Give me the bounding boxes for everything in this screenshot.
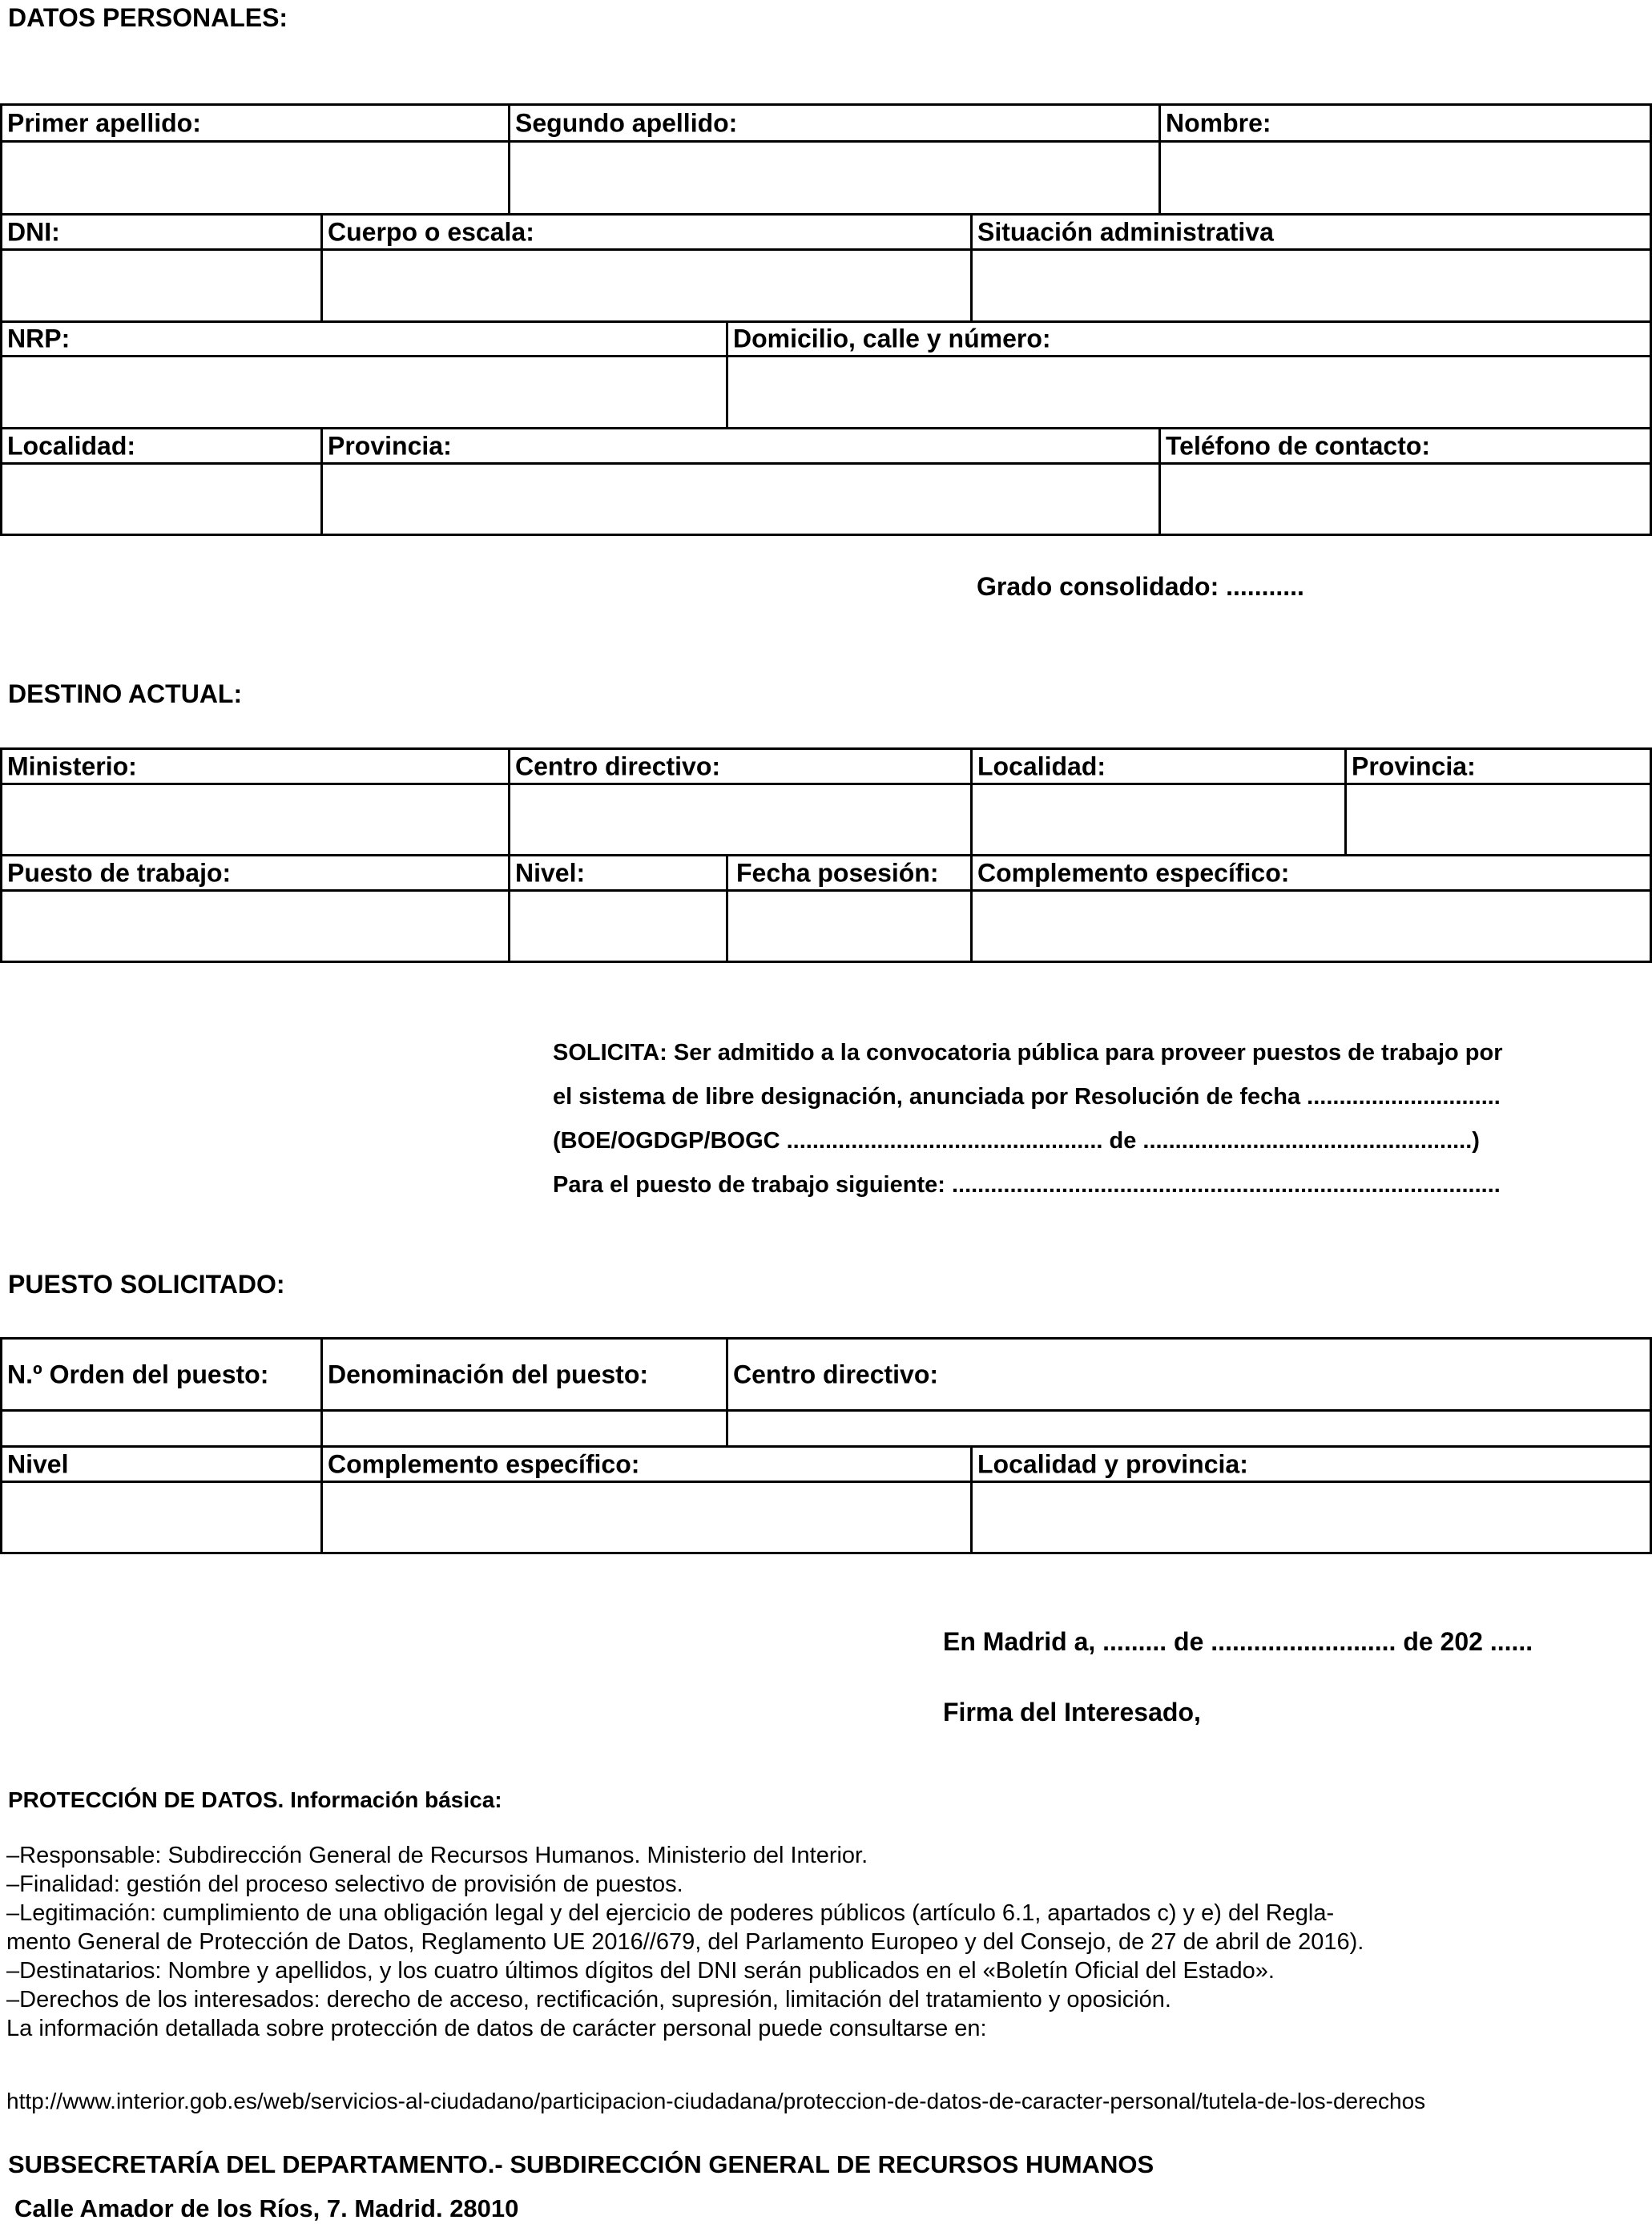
input-centro-directivo[interactable] xyxy=(726,1409,1652,1448)
input-nrp[interactable] xyxy=(0,355,728,429)
section-title-personal: DATOS PERSONALES: xyxy=(8,3,288,32)
label-text: Nombre: xyxy=(1166,108,1271,137)
proteccion-line: –Derechos de los interesados: derecho de acceso, rectificación, supresión, limitación del tratamiento y oposición. xyxy=(6,1987,1171,2012)
solicita-line: SOLICITA: Ser admitido a la convocatoria pública para proveer puestos de trabajo por xyxy=(553,1040,1503,1066)
label-situacion xyxy=(970,213,1652,251)
label-text: DNI: xyxy=(7,217,60,246)
label-dni xyxy=(0,213,323,251)
label-ministerio xyxy=(0,747,510,785)
input-cuerpo[interactable] xyxy=(320,248,973,323)
section-title-puesto: PUESTO SOLICITADO: xyxy=(8,1270,285,1299)
input-primer-apellido[interactable] xyxy=(0,140,510,216)
label-localidad xyxy=(0,427,323,465)
proteccion-line: –Responsable: Subdirección General de Recursos Humanos. Ministerio del Interior. xyxy=(6,1843,868,1868)
label-centro-directivo xyxy=(508,747,973,785)
solicita-line: el sistema de libre designación, anunciada por Resolución de fecha .............................. xyxy=(553,1084,1501,1110)
label-text: Nivel: xyxy=(515,858,586,887)
label-localidad-provincia xyxy=(970,1445,1652,1483)
label-denominacion xyxy=(320,1337,728,1412)
input-localidad[interactable] xyxy=(0,462,323,536)
label-primer-apellido xyxy=(0,103,510,143)
proteccion-line: –Finalidad: gestión del proceso selectivo de provisión de puestos. xyxy=(6,1871,683,1897)
input-situacion[interactable] xyxy=(970,248,1652,323)
proteccion-line: mento General de Protección de Datos, Reglamento UE 2016//679, del Parlamento Europeo y del Consejo, de 27 de abril de 2016). xyxy=(6,1929,1364,1955)
label-text: Localidad: xyxy=(7,431,136,460)
label-text: Localidad y provincia: xyxy=(977,1449,1248,1478)
label-text: NRP: xyxy=(7,324,71,353)
input-centro-directivo[interactable] xyxy=(508,783,973,856)
input-telefono[interactable] xyxy=(1158,462,1652,536)
label-text: Situación administrativa xyxy=(977,217,1274,246)
input-orden-puesto[interactable] xyxy=(0,1409,323,1448)
label-nivel xyxy=(0,1445,323,1483)
fecha-lugar: En Madrid a, ......... de .......................... de 202 ...... xyxy=(943,1627,1533,1656)
input-localidad-provincia[interactable] xyxy=(970,1481,1652,1554)
label-text: N.º Orden del puesto: xyxy=(7,1360,269,1388)
label-cuerpo xyxy=(320,213,973,251)
label-text: Complemento específico: xyxy=(977,858,1290,887)
input-denominacion[interactable] xyxy=(320,1409,728,1448)
input-complemento[interactable] xyxy=(320,1481,973,1554)
label-nivel xyxy=(508,854,728,892)
label-localidad xyxy=(970,747,1347,785)
proteccion-line: –Legitimación: cumplimiento de una obligación legal y del ejercicio de poderes públicos (artículo 6.1, apartados c) y e) del Regla- xyxy=(6,1900,1335,1926)
label-text: Complemento específico: xyxy=(328,1449,640,1478)
input-segundo-apellido[interactable] xyxy=(508,140,1161,216)
label-complemento xyxy=(970,854,1652,892)
label-domicilio xyxy=(726,320,1652,357)
input-dni[interactable] xyxy=(0,248,323,323)
label-fecha-posesion xyxy=(726,854,973,892)
label-text: Teléfono de contacto: xyxy=(1166,431,1431,460)
input-provincia[interactable] xyxy=(320,462,1161,536)
input-nivel[interactable] xyxy=(508,889,728,963)
proteccion-title: PROTECCIÓN DE DATOS. Información básica: xyxy=(8,1787,502,1812)
label-text: Localidad: xyxy=(977,751,1106,780)
label-text: Primer apellido: xyxy=(7,108,201,137)
label-text: Segundo apellido: xyxy=(515,108,738,137)
proteccion-line: La información detallada sobre protección de datos de carácter personal puede consultarse en: xyxy=(6,2016,987,2041)
proteccion-line: –Destinatarios: Nombre y apellidos, y los cuatro últimos dígitos del DNI serán publicados en el «Boletín Oficial del Estado». xyxy=(6,1958,1275,1984)
input-nivel[interactable] xyxy=(0,1481,323,1554)
label-text: Centro directivo: xyxy=(733,1360,939,1388)
label-text: Domicilio, calle y número: xyxy=(733,324,1051,353)
solicita-line: Para el puesto de trabajo siguiente: ..................................................................................... xyxy=(553,1172,1501,1198)
input-localidad[interactable] xyxy=(970,783,1347,856)
label-orden-puesto xyxy=(0,1337,323,1412)
input-provincia[interactable] xyxy=(1344,783,1652,856)
label-text: Fecha posesión: xyxy=(736,858,939,887)
label-text: Ministerio: xyxy=(7,751,137,780)
label-nrp xyxy=(0,320,728,357)
proteccion-url-link[interactable]: http://www.interior.gob.es/web/servicios-al-ciudadano/participacion-ciudadana/proteccion-de-datos-de-caracter-personal/tutela-de-los-derechos xyxy=(6,2089,1426,2113)
label-text: Nivel xyxy=(7,1449,69,1478)
section-title-destino: DESTINO ACTUAL: xyxy=(8,679,243,708)
input-fecha-posesion[interactable] xyxy=(726,889,973,963)
input-domicilio[interactable] xyxy=(726,355,1652,429)
grado-consolidado: Grado consolidado: ........... xyxy=(977,572,1304,601)
label-segundo-apellido xyxy=(508,103,1161,143)
label-puesto-trabajo xyxy=(0,854,510,892)
label-text: Denominación del puesto: xyxy=(328,1360,649,1388)
label-telefono xyxy=(1158,427,1652,465)
label-text: Centro directivo: xyxy=(515,751,721,780)
label-text: Provincia: xyxy=(1352,751,1476,780)
input-ministerio[interactable] xyxy=(0,783,510,856)
label-provincia xyxy=(320,427,1161,465)
input-puesto-trabajo[interactable] xyxy=(0,889,510,963)
footer-department: SUBSECRETARÍA DEL DEPARTAMENTO.- SUBDIRECCIÓN GENERAL DE RECURSOS HUMANOS xyxy=(8,2150,1154,2178)
firma-interesado: Firma del Interesado, xyxy=(943,1698,1201,1726)
solicita-line: (BOE/OGDGP/BOGC ................................................. de ...................................................) xyxy=(553,1128,1480,1154)
label-text: Puesto de trabajo: xyxy=(7,858,232,887)
input-nombre[interactable] xyxy=(1158,140,1652,216)
label-text: Provincia: xyxy=(328,431,452,460)
label-complemento xyxy=(320,1445,973,1483)
footer-address: Calle Amador de los Ríos, 7. Madrid. 28010 xyxy=(14,2194,519,2222)
label-text: Cuerpo o escala: xyxy=(328,217,534,246)
label-nombre xyxy=(1158,103,1652,143)
label-provincia xyxy=(1344,747,1652,785)
label-centro-directivo xyxy=(726,1337,1652,1412)
input-complemento[interactable] xyxy=(970,889,1652,963)
